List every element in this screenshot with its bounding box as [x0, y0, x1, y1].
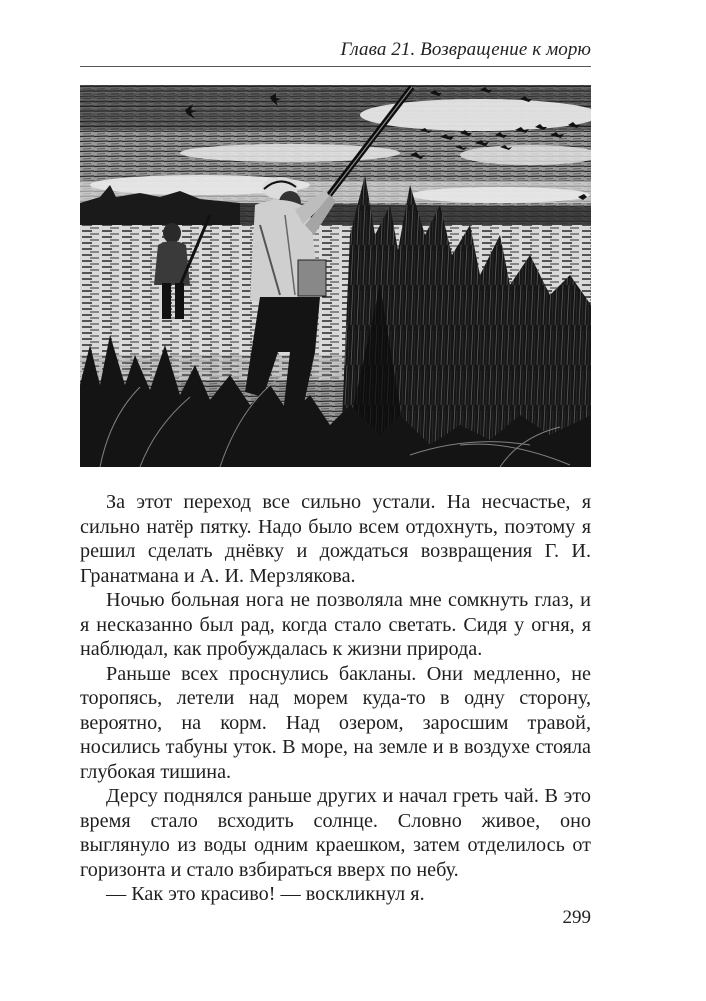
paragraph-5: — Как это красиво! — воскликнул я. [106, 883, 425, 905]
header-rule-divider [80, 66, 591, 67]
running-head-chapter-title: Глава 21. Возвращение к морю [340, 39, 591, 60]
body-text [80, 490, 591, 907]
paragraph-1: За этот переход все сильно устали. На несчастье, я сильно натёр пятку. Надо было всем отдохнуть, поэтому я решил сделать днёвку и дождаться возвращения Г. И. Гранатмана и А. И. Мерзлякова. [80, 491, 591, 587]
paragraph-3: Раньше всех проснулись бакланы. Они медленно, не торопясь, летели над морем куда-то в одну сторону, вероятно, на корм. Над озером, заросшим травой, носились табуны уток. В море, на земле и в воздухе стояла глубокая тишина. [80, 662, 591, 783]
page-number: 299 [562, 907, 591, 928]
hunting-illustration [80, 85, 591, 467]
paragraph-4: Дерсу поднялся раньше других и начал греть чай. В это время стало всходить солнце. Словно живое, оно выглянуло из воды одним краешком, затем отделилось от горизонта и стало взбираться вверх по небу. [80, 785, 591, 881]
paragraph-2: Ночью больная нога не позволяла мне сомкнуть глаз, и я несказанно был рад, когда стало светать. Сидя у огня, я наблюдал, как пробуждалась к жизни природа. [80, 589, 591, 660]
etching-image [80, 85, 591, 467]
